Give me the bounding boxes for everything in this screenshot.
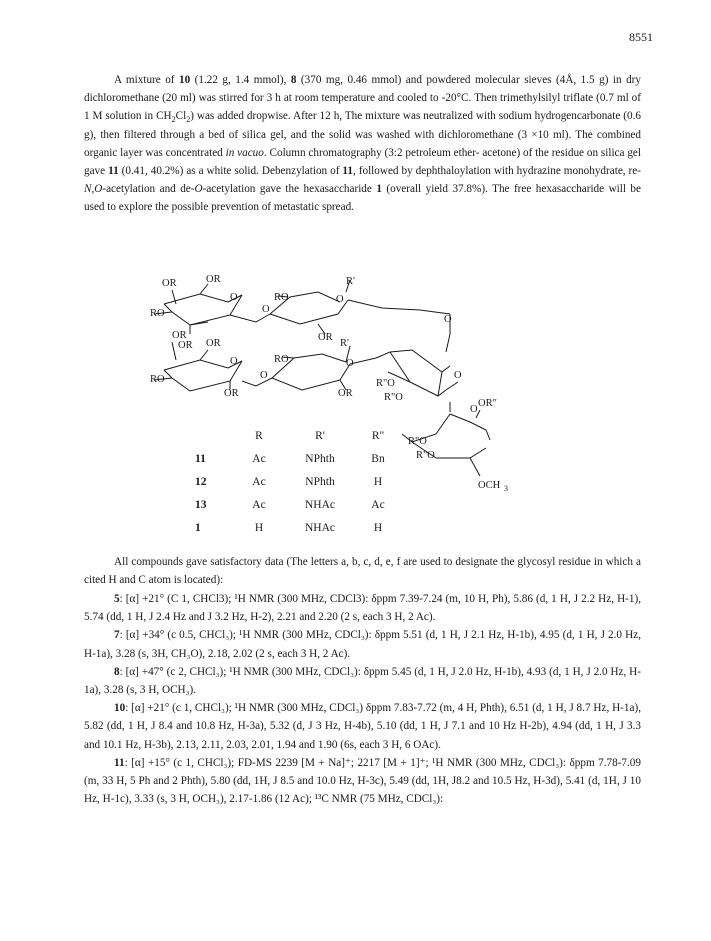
label: O [230,292,238,303]
table-header [195,424,233,447]
table-row [195,470,401,493]
compound-data-10: 10: [α] +21° (c 1, CHCl₃); ¹H NMR (300 MHz, CDCl₃) δppm 7.83-7.72 (m, 4 H, Phth), 6.51 (d, 1 H, J 8.7 Hz, H-1a), 5.82 (dd, 1 H, J 8.4 and 10.8 Hz, H-3a), 5.32 (d, J 3 Hz, H-4b), 5.10 (dd, 1 H, J 7.1 and 10 Hz H-2b), 4.94 (dd, 1 H, J 3.3 and 10.1 Hz, H-3b), 2.13, 2.11, 2.03, 2.01, 1.94 and 1.90 (6s, each 3 H, 6 OAc). [84,702,641,751]
label: OR [318,332,333,343]
label: RO [274,354,289,365]
label: R' [346,276,355,287]
table-cell: NPhth [305,452,335,465]
label: O [336,294,344,305]
label: OR [206,338,221,349]
procedure-paragraph: A mixture of 10 (1.22 g, 1.4 mmol), 8 (370 mg, 0.46 mmol) and powdered molecular sieves (4Å, 1.5 g) in dry dichloromethane (20 ml) was stirred for 3 h at room temperature and cooled to -20°C. Then trimethylsilyl triflate (0.7 ml of 1 M solution in $CH_2Cl_2$) was added dropwise. After 12 h, The mixture was neutralized with sodium hydrogencarbonate (0.6 g), then filtered through a bed of silica gel, and the solid was washed with dichloromethane (3 ×10 ml). The combined organic layer was concentrated in vacuo. Column chromatography (3:2 petroleum ether- acetone) of the residue on silica gel gave 11 (0.41, 40.2%) as a white solid. Debenzylation of 11, followed by dephthaloylation with hydrazine monohydrate, re-N,O-acetylation and de-O-acetylation gave the hexasaccharide 1 (overall yield 37.8%). The free hexasaccharide will be used to explore the possible prevention of metastatic spread. [84,74,641,214]
label: O [230,356,238,367]
label: OR [162,278,177,289]
table-cell: Ac [371,498,385,511]
label: O [444,314,452,325]
table-header: R" [371,429,385,442]
substituent-table [195,424,401,539]
label: RO [274,292,289,303]
table-cell: 1 [195,521,201,534]
label: R"O [408,436,427,447]
label: R"O [416,450,435,461]
label: O [262,304,270,315]
compound-data-11: 11: [α] +15° (c 1, CHCl₃); FD-MS 2239 [M + Na]⁺; 2217 [M + 1]⁺; ¹H NMR (300 MHz, CDCl₃): δppm 7.78-7.09 (m, 33 H, 5 Ph and 2 Phth), 5.80 (dd, 1H, J 8.5 and 10.0 Hz, H-3c), 5.49 (dd, 1H, J8.2 and 10.5 Hz, H-3d), 5.41 (d, 1H, J 10 Hz, H-1c), 3.33 (s, 3 H, OCH₃), 2.17-1.86 (12 Ac); ¹³C NMR (75 MHz, CDCl₃): [84,756,641,806]
compound-data-block [84,590,641,808]
page-number: 8551 [629,30,653,44]
label: R' [340,338,349,349]
label: OR [224,388,239,399]
label: O [454,370,462,381]
table-cell: Ac [252,475,266,488]
table-header-row [195,424,401,447]
table-cell: 13 [195,498,207,511]
table-cell: H [373,475,383,488]
label: O [470,404,478,415]
label: R"O [384,392,403,403]
label: OCH [478,480,501,491]
label: OR [206,274,221,285]
label: OR [178,340,193,351]
label: O [346,358,354,369]
compound-data-7: 7: [α] +34° (c 0.5, CHCl₃); ¹H NMR (300 MHz, CDCl₃): δppm 5.51 (d, 1 H, J 2.1 Hz, H-1b), 4.95 (d, 1 H, J 2.0 Hz, H-1a), 3.28 (s, 3H, CH₃O), 2.18, 2.02 (2 s, each 3 H, 2 Ac). [84,629,641,660]
label: OR [338,388,353,399]
data-intro-paragraph: All compounds gave satisfactory data (The letters a, b, c, d, e, f are used to designate the glycosyl residue in which a cited H and C atom is located): [84,556,641,587]
table-cell: Ac [252,498,266,511]
table-cell: NHAc [304,498,336,511]
table-cell: 12 [195,475,207,488]
table-cell: Bn [371,452,385,465]
table-header: R' [315,429,325,442]
label: OR" [478,398,497,409]
table-cell: 11 [195,452,206,465]
table-cell: H [373,521,383,534]
label: RO [150,374,165,385]
compound-data-8: 8: [α] +47° (c 2, CHCl₃); ¹H NMR (300 MHz, CDCl₃): δppm 5.45 (d, 1 H, J 2.0 Hz, H-1b), 4.93 (d, 1 H, J 2.0 Hz, H-1a), 3.28 (s, 3 H, OCH₃). [84,665,641,697]
table-header: R [255,429,263,442]
table-row [195,447,401,470]
label: OR [172,330,187,341]
table-cell: NHAc [304,521,336,534]
table-row [195,493,401,516]
compound-data-5: 5: [α] +21° (C 1, CHCl3); ¹H NMR (300 MHz, CDCl3): δppm 7.39-7.24 (m, 10 H, Ph), 5.86 (d, 1 H, J 2.2 Hz, H-1), 5.74 (dd, 1 H, J 2.4 Hz and J 3.2 Hz, H-2), 2.21 and 2.20 (2 s, each 3 H, 2 Ac). [84,593,641,624]
table-cell: H [254,521,264,534]
label: 3 [504,484,508,493]
label: RO [150,308,165,319]
table-cell: Ac [252,452,266,465]
label: O [260,370,268,381]
label: R"O [376,378,395,389]
table-row [195,516,401,539]
table-cell: NPhth [305,475,335,488]
